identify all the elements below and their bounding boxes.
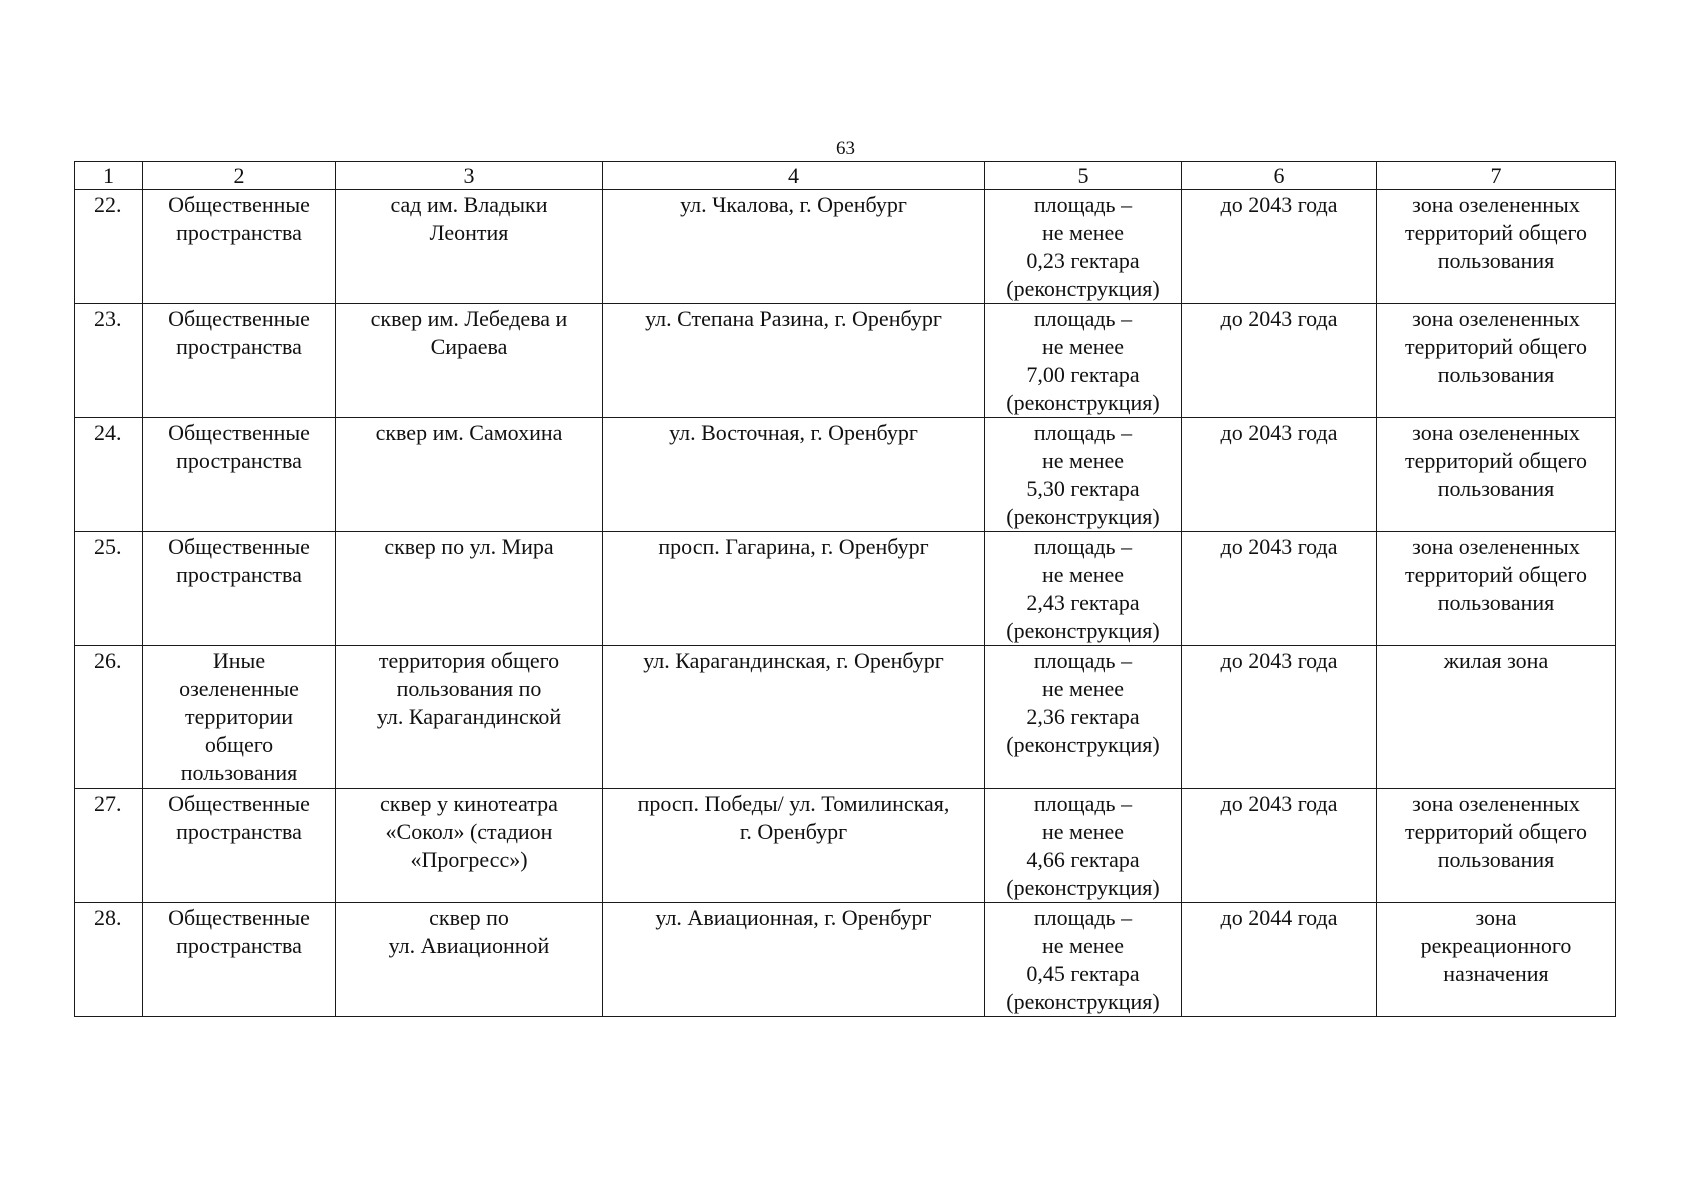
- object-name-cell: сквер по ул. Авиационной: [336, 903, 603, 1017]
- characteristics-cell: площадь – не менее 4,66 гектара (реконструкция): [985, 789, 1182, 903]
- table-row: [75, 304, 1616, 418]
- object-name-cell: сквер по ул. Мира: [336, 532, 603, 646]
- column-number-header: 6: [1182, 162, 1377, 190]
- zone-cell: зона рекреационного назначения: [1377, 903, 1616, 1017]
- object-type-cell: Общественные пространства: [143, 903, 336, 1017]
- table-row: [75, 903, 1616, 1017]
- column-number-header: 7: [1377, 162, 1616, 190]
- table-row: [75, 532, 1616, 646]
- table-row: [75, 418, 1616, 532]
- zone-cell: жилая зона: [1377, 646, 1616, 789]
- column-number-header: 4: [603, 162, 985, 190]
- column-number-header: 2: [143, 162, 336, 190]
- object-name-cell: сквер им. Самохина: [336, 418, 603, 532]
- deadline-cell: до 2043 года: [1182, 418, 1377, 532]
- row-number: 27.: [75, 789, 143, 903]
- table-row: [75, 646, 1616, 789]
- zone-cell: зона озелененных территорий общего пользования: [1377, 532, 1616, 646]
- object-type-cell: Иные озелененные территории общего пользования: [143, 646, 336, 789]
- object-name-cell: территория общего пользования по ул. Карагандинской: [336, 646, 603, 789]
- object-type-cell: Общественные пространства: [143, 789, 336, 903]
- table-row: [75, 190, 1616, 304]
- location-cell: ул. Авиационная, г. Оренбург: [603, 903, 985, 1017]
- location-cell: ул. Карагандинская, г. Оренбург: [603, 646, 985, 789]
- object-name-cell: сквер им. Лебедева и Сираева: [336, 304, 603, 418]
- table-row: [75, 789, 1616, 903]
- characteristics-cell: площадь – не менее 0,23 гектара (реконструкция): [985, 190, 1182, 304]
- object-name-cell: сквер у кинотеатра «Сокол» (стадион «Прогресс»): [336, 789, 603, 903]
- deadline-cell: до 2044 года: [1182, 903, 1377, 1017]
- deadline-cell: до 2043 года: [1182, 304, 1377, 418]
- location-cell: просп. Победы/ ул. Томилинская, г. Оренбург: [603, 789, 985, 903]
- object-type-cell: Общественные пространства: [143, 190, 336, 304]
- characteristics-cell: площадь – не менее 0,45 гектара (реконструкция): [985, 903, 1182, 1017]
- zone-cell: зона озелененных территорий общего пользования: [1377, 304, 1616, 418]
- column-number-header: 5: [985, 162, 1182, 190]
- row-number: 28.: [75, 903, 143, 1017]
- row-number: 22.: [75, 190, 143, 304]
- object-type-cell: Общественные пространства: [143, 532, 336, 646]
- page-number: 63: [836, 138, 855, 159]
- location-cell: ул. Чкалова, г. Оренбург: [603, 190, 985, 304]
- object-name-cell: сад им. Владыки Леонтия: [336, 190, 603, 304]
- row-number: 25.: [75, 532, 143, 646]
- row-number: 23.: [75, 304, 143, 418]
- location-cell: ул. Степана Разина, г. Оренбург: [603, 304, 985, 418]
- object-type-cell: Общественные пространства: [143, 418, 336, 532]
- row-number: 26.: [75, 646, 143, 789]
- row-number: 24.: [75, 418, 143, 532]
- column-number-header: 1: [75, 162, 143, 190]
- deadline-cell: до 2043 года: [1182, 789, 1377, 903]
- characteristics-cell: площадь – не менее 2,36 гектара (реконструкция): [985, 646, 1182, 789]
- object-type-cell: Общественные пространства: [143, 304, 336, 418]
- zone-cell: зона озелененных территорий общего пользования: [1377, 789, 1616, 903]
- deadline-cell: до 2043 года: [1182, 190, 1377, 304]
- zone-cell: зона озелененных территорий общего пользования: [1377, 418, 1616, 532]
- column-number-header: 3: [336, 162, 603, 190]
- deadline-cell: до 2043 года: [1182, 532, 1377, 646]
- location-cell: просп. Гагарина, г. Оренбург: [603, 532, 985, 646]
- characteristics-cell: площадь – не менее 2,43 гектара (реконструкция): [985, 532, 1182, 646]
- zone-cell: зона озелененных территорий общего пользования: [1377, 190, 1616, 304]
- deadline-cell: до 2043 года: [1182, 646, 1377, 789]
- characteristics-cell: площадь – не менее 7,00 гектара (реконструкция): [985, 304, 1182, 418]
- column-number-row: [75, 162, 1616, 190]
- objects-table: [74, 161, 1616, 1017]
- characteristics-cell: площадь – не менее 5,30 гектара (реконструкция): [985, 418, 1182, 532]
- location-cell: ул. Восточная, г. Оренбург: [603, 418, 985, 532]
